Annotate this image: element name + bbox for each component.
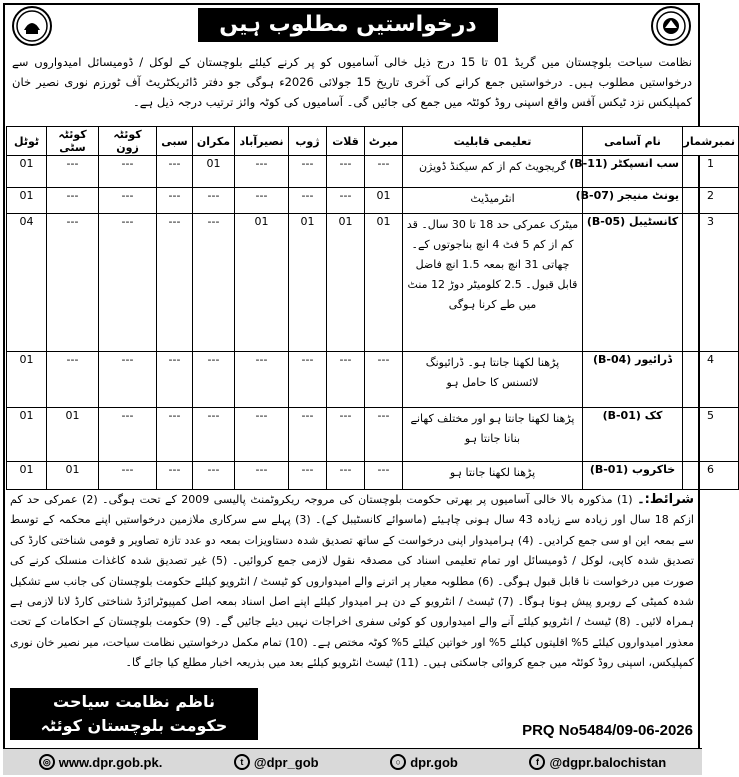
row-makran: --- xyxy=(193,408,235,462)
header-qualification: تعلیمی قابلیت xyxy=(403,127,583,156)
row-quetta-city: --- xyxy=(47,188,99,214)
balochistan-emblem-logo xyxy=(12,6,52,46)
header-quetta-zone: کوئٹہ زون xyxy=(99,127,157,156)
row-qualification: پڑھنا لکھنا جانتا ہو اور مختلف کھانے بنانا جانتا ہو xyxy=(403,408,583,462)
row-makran: --- xyxy=(193,188,235,214)
signature-line-1: ناظم نظامت سیاحت xyxy=(53,692,215,711)
row-post: یونٹ منیجر (B-07) xyxy=(583,188,683,214)
row-zhob: --- xyxy=(289,188,327,214)
footer-twitter[interactable] xyxy=(234,754,319,770)
row-sibi: --- xyxy=(157,188,193,214)
row-post: کک (B-01) xyxy=(583,408,683,462)
row-total: 01 xyxy=(7,188,47,214)
row-total: 04 xyxy=(7,214,47,352)
row-quetta-city: 01 xyxy=(47,408,99,462)
row-post: ڈرائیور (B-04) xyxy=(583,352,683,408)
row-kalat: --- xyxy=(327,462,365,490)
row-kalat: --- xyxy=(327,188,365,214)
prq-number: PRQ No5484/09-06-2026 xyxy=(522,722,693,739)
facebook-icon: f xyxy=(529,754,545,770)
row-nasirabad: 01 xyxy=(235,214,289,352)
header-makran: مکران xyxy=(193,127,235,156)
row-post: کانسٹیبل (B-05) xyxy=(583,214,683,352)
row-qualification: گریجویٹ کم از کم سیکنڈ ڈویژن xyxy=(403,156,583,188)
instagram-text: dpr.gob xyxy=(410,754,458,770)
row-makran: --- xyxy=(193,214,235,352)
header-sibi: سبی xyxy=(157,127,193,156)
row-quetta-zone: --- xyxy=(99,188,157,214)
row-serial: 5 xyxy=(683,408,739,462)
tourism-department-logo xyxy=(651,6,691,46)
row-zhob: --- xyxy=(289,352,327,408)
row-post: سب انسپکٹر (B-11) xyxy=(583,156,683,188)
footer-bar xyxy=(3,748,702,775)
globe-icon: ◎ xyxy=(39,754,55,770)
row-nasirabad: --- xyxy=(235,462,289,490)
header-zhob: ژوب xyxy=(289,127,327,156)
row-total: 01 xyxy=(7,156,47,188)
row-sibi: --- xyxy=(157,462,193,490)
row-quetta-city: --- xyxy=(47,352,99,408)
row-quetta-zone: --- xyxy=(99,408,157,462)
footer-instagram[interactable] xyxy=(390,754,458,770)
row-total: 01 xyxy=(7,352,47,408)
twitter-text: @dpr_gob xyxy=(253,754,319,770)
row-kalat: --- xyxy=(327,408,365,462)
row-nasirabad: --- xyxy=(235,408,289,462)
header-serial: نمبرشمار xyxy=(683,127,739,156)
table-row xyxy=(7,156,739,188)
terms-text: (1) مذکورہ بالا خالی آسامیوں پر بھرتی حکومت بلوچستان کی مروجہ ریکروٹمنٹ پالیسی 2009 کے تحت ہوگی۔ (2) عمرکی حد کم ازکم 18 سال اور زیادہ سے زیادہ 43 سال ہونی چاہیئے (ماسوائے کانسٹیبل کے)۔ (3) پہلے سے سرکاری ملازمین درخواستیں اپنے محکمہ کے توسط سے بمعہ این او سی جمع کرادیں۔ (4) ہرامیدوار اپنی درخواست کے ساتھ تصدیق شدہ دستاویزات بمعہ دو عدد تازہ تصاویر و قومی شناختی کارڈ کی تصدیق شدہ کاپی، لوکل / ڈومیسائل اور تمام تعلیمی اسناد کی مصدقہ نقول لازمی جمع کروائیں۔ (5) غیر تصدیق شدہ کاغذات منسلک کرنے کی صورت میں درخواست نا قابل قبول ہوگی۔ (6) مطلوبہ معیار پر اترنے والے امیدواروں کو ٹیسٹ / انٹرویو کیلئے حکومت بلوچستان کی جانب سے تشکیل شدہ کمیٹی کے روبرو پیش ہونا ہوگا۔ (7) ٹیسٹ / انٹرویو کے دن ہر امیدوار کیلئے اپنے اصل اسناد بمعہ اصل کمپیوٹرائزڈ شناختی کارڈ لانا لازمی ہے ہمراہ لائیں۔ (8) ٹیسٹ / انٹرویو کیلئے آنے والے امیدواروں کو کوئی سفری اخراجات نہیں دیئے جائیں گے۔ (9) حکومت بلوچستان کے احکامات کے تحت معذور امیدواروں کیلئے 5% اقلیتوں کیلئے 5% اور خواتین کیلئے 5% کوٹہ مختص ہے۔ (10) تمام مکمل درخواستیں نظامت سیاحت، میر نصیر خان نوری کمپلیکس، اسپنی روڈ کوئٹہ میں جمع کروائی جاسکتی ہیں۔ (11) ٹیسٹ انٹرویو کیلئے بعد میں بذریعہ اخبار مطلع کیا جائے گا۔ xyxy=(10,493,695,670)
row-quetta-zone: --- xyxy=(99,214,157,352)
row-post: خاکروب (B-01) xyxy=(583,462,683,490)
header-kalat: قلات xyxy=(327,127,365,156)
row-zhob: 01 xyxy=(289,214,327,352)
row-merit: 01 xyxy=(365,188,403,214)
row-zhob: --- xyxy=(289,156,327,188)
row-makran: --- xyxy=(193,462,235,490)
row-total: 01 xyxy=(7,462,47,490)
row-qualification: پڑھنا لکھنا جانتا ہو۔ ڈرائیونگ لائسنس کا حامل ہو xyxy=(403,352,583,408)
intro-paragraph: نظامت سیاحت بلوچستان میں گریڈ 01 تا 15 درج ذیل خالی آسامیوں کو پر کرنے کیلئے بلوچستان کے لوکل / ڈومیسائل امیدواروں سے درخواستیں مطلوب ہیں۔ درخواستیں جمع کرانے کی آخری تاریخ 15 جولائی 2026ء ہوگی جو دفتر ڈائریکٹریٹ آف ٹورزم نوری نصیر خان کمپلیکس نزد ٹیکس آفس واقع اسپنی روڈ کوئٹہ میں جمع کی جائیں گی۔ آسامیوں کی کوٹہ وائز ترتیب درجہ ذیل ہے۔ xyxy=(12,55,692,109)
twitter-icon: t xyxy=(234,754,250,770)
row-qualification: انٹرمیڈیٹ xyxy=(403,188,583,214)
table-row xyxy=(7,408,739,462)
row-merit: --- xyxy=(365,156,403,188)
row-quetta-city: --- xyxy=(47,214,99,352)
facebook-text: @dgpr.balochistan xyxy=(549,754,667,770)
footer-website[interactable] xyxy=(39,754,163,770)
page-title: درخواستیں مطلوب ہیں xyxy=(198,8,498,42)
row-serial: 2 xyxy=(683,188,739,214)
vacancies-table xyxy=(6,126,739,490)
header-post: نام آسامی xyxy=(583,127,683,156)
row-nasirabad: --- xyxy=(235,352,289,408)
row-quetta-city: --- xyxy=(47,156,99,188)
signature-block xyxy=(10,688,258,740)
table-row xyxy=(7,188,739,214)
header-nasirabad: نصیرآباد xyxy=(235,127,289,156)
terms-heading: شرائط:۔ xyxy=(637,492,695,507)
table-row xyxy=(7,352,739,408)
table-row xyxy=(7,462,739,490)
table-header-row xyxy=(7,127,739,156)
row-serial: 1 xyxy=(683,156,739,188)
row-sibi: --- xyxy=(157,214,193,352)
row-kalat: --- xyxy=(327,156,365,188)
header-quetta-city: کوئٹہ سٹی xyxy=(47,127,99,156)
row-makran: 01 xyxy=(193,156,235,188)
row-sibi: --- xyxy=(157,408,193,462)
row-quetta-zone: --- xyxy=(99,156,157,188)
row-sibi: --- xyxy=(157,156,193,188)
row-serial: 3 xyxy=(683,214,739,352)
row-quetta-zone: --- xyxy=(99,462,157,490)
row-kalat: --- xyxy=(327,352,365,408)
row-nasirabad: --- xyxy=(235,188,289,214)
row-merit: --- xyxy=(365,408,403,462)
row-total: 01 xyxy=(7,408,47,462)
header-merit: میرٹ xyxy=(365,127,403,156)
row-zhob: --- xyxy=(289,408,327,462)
row-kalat: 01 xyxy=(327,214,365,352)
row-quetta-zone: --- xyxy=(99,352,157,408)
footer-facebook[interactable] xyxy=(529,754,666,770)
terms-section xyxy=(10,490,694,674)
row-quetta-city: 01 xyxy=(47,462,99,490)
table-row xyxy=(7,214,739,352)
row-merit: --- xyxy=(365,352,403,408)
row-merit: --- xyxy=(365,462,403,490)
row-nasirabad: --- xyxy=(235,156,289,188)
row-merit: 01 xyxy=(365,214,403,352)
header xyxy=(8,6,697,50)
row-makran: --- xyxy=(193,352,235,408)
row-qualification: پڑھنا لکھنا جانتا ہو xyxy=(403,462,583,490)
row-serial: 4 xyxy=(683,352,739,408)
row-serial: 6 xyxy=(683,462,739,490)
website-text: www.dpr.gob.pk. xyxy=(58,754,163,770)
row-zhob: --- xyxy=(289,462,327,490)
row-qualification: میٹرک عمرکی حد 18 تا 30 سال۔ قد کم از کم 5 فٹ 4 انچ بناجوتوں کے۔ چھاتی 31 انچ بمعہ 1.5 انچ فاضل قابل قبول۔ 2.5 کلومیٹر دوڑ 12 منٹ میں طے کرنا ہوگی xyxy=(403,214,583,352)
signature-line-2: حکومت بلوچستان کوئٹہ xyxy=(40,716,228,735)
header-total: ٹوٹل xyxy=(7,127,47,156)
instagram-icon: ○ xyxy=(390,754,406,770)
row-sibi: --- xyxy=(157,352,193,408)
